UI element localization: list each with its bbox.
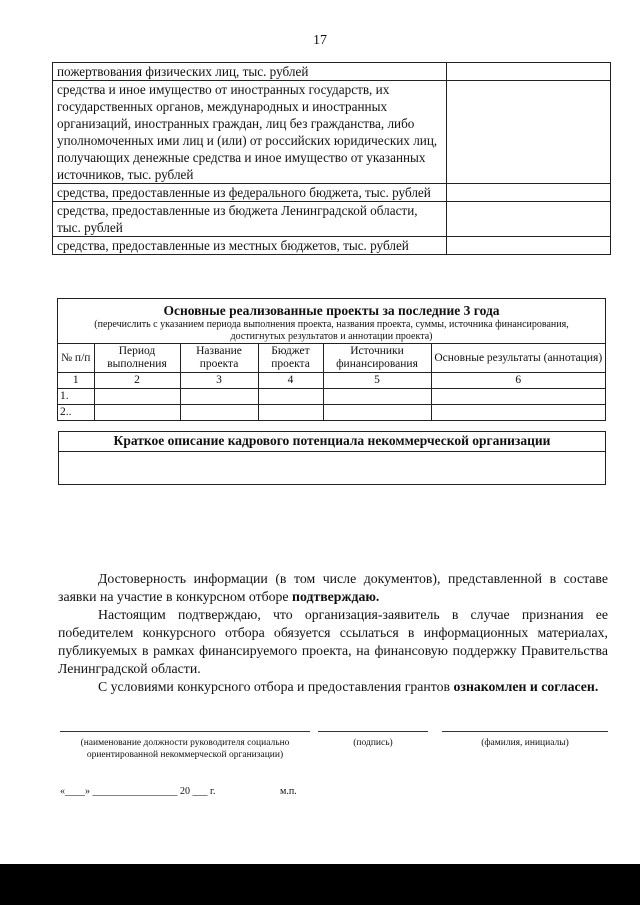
projects-subtitle: (перечислить с указанием периода выполнения проекта, названия проекта, суммы, источника финансирования, достигнутых результатов и аннотации проекта)	[94, 319, 569, 342]
table-row	[58, 389, 605, 405]
row-label: средства, предоставленные из федерального бюджета, тыс. рублей	[53, 184, 447, 202]
cell[interactable]	[431, 405, 605, 421]
staff-description-field[interactable]	[59, 452, 605, 484]
projects-table	[58, 343, 605, 420]
row-value-cell[interactable]	[447, 202, 611, 237]
cell[interactable]	[180, 389, 258, 405]
date-field[interactable]: «____» _________________ 20 ___ г.	[60, 786, 216, 797]
table-row	[53, 184, 611, 202]
cell[interactable]	[94, 405, 180, 421]
row-label: пожертвования физических лиц, тыс. рублей	[53, 63, 447, 81]
row-label: средства, предоставленные из местных бюджетов, тыс. рублей	[53, 237, 447, 255]
col-header: Бюджет проекта	[258, 344, 323, 373]
row-value-cell[interactable]	[447, 63, 611, 81]
cell[interactable]	[258, 405, 323, 421]
stamp-place: м.п.	[280, 786, 297, 797]
row-label: средства, предоставленные из бюджета Ленинградской области, тыс. рублей	[53, 202, 447, 237]
col-header: Основные результаты (аннотация)	[431, 344, 605, 373]
cell[interactable]	[258, 389, 323, 405]
table-row	[53, 237, 611, 255]
row-number: 2..	[58, 405, 94, 421]
col-number: 2	[94, 373, 180, 389]
confirm-bold: подтверждаю.	[292, 589, 380, 604]
cell[interactable]	[431, 389, 605, 405]
col-number: 1	[58, 373, 94, 389]
position-line[interactable]	[60, 731, 310, 732]
col-number: 6	[431, 373, 605, 389]
table-row	[53, 81, 611, 184]
col-header: Название проекта	[180, 344, 258, 373]
confirm-text: Достоверность информации (в том числе документов), представленной в составе заявки на участие в конкурсном отборе	[58, 571, 608, 604]
confirm-paragraph-1	[58, 570, 608, 606]
projects-section	[57, 298, 606, 421]
row-label: средства и иное имущество от иностранных государств, их государственных органов, международных и иностранных организаций, иностранных граждан, лиц без гражданства, либо уполномоченных ими лиц и (или) от российских юридических лиц, получающих денежные средства и иное имущество от указанных источников, тыс. рублей	[53, 81, 447, 184]
table-row	[58, 405, 605, 421]
row-value-cell[interactable]	[447, 184, 611, 202]
col-header: № п/п	[58, 344, 94, 373]
position-caption: (наименование должности руководителя социально ориентированной некоммерческой организации)	[80, 738, 290, 760]
staff-title: Краткое описание кадрового потенциала некоммерческой организации	[59, 432, 605, 452]
cell[interactable]	[180, 405, 258, 421]
confirm-paragraph-3	[58, 678, 608, 696]
projects-title: Основные реализованные проекты за последние 3 года	[163, 303, 500, 318]
col-number: 3	[180, 373, 258, 389]
row-value-cell[interactable]	[447, 81, 611, 184]
staff-section	[58, 431, 606, 485]
col-number: 5	[323, 373, 431, 389]
cell[interactable]	[94, 389, 180, 405]
name-caption: (фамилия, инициалы)	[481, 738, 569, 748]
table-header-row	[58, 344, 605, 373]
cell[interactable]	[323, 389, 431, 405]
table-row	[53, 202, 611, 237]
confirm-text: Настоящим подтверждаю, что организация-заявитель в случае признания ее победителем конкурсного отбора обязуется ссылаться в информационных материалах, публикуемых в рамках финансируемого проекта, на финансовую поддержку Правительства Ленинградской области.	[58, 607, 608, 676]
confirm-bold: ознакомлен и согласен.	[453, 679, 599, 694]
col-header: Период выполнения	[94, 344, 180, 373]
cell[interactable]	[323, 405, 431, 421]
scan-border	[0, 864, 640, 905]
row-number: 1.	[58, 389, 94, 405]
signature-line[interactable]	[318, 731, 428, 732]
column-number-row	[58, 373, 605, 389]
col-header: Источники финансирования	[323, 344, 431, 373]
name-line[interactable]	[442, 731, 608, 732]
confirm-paragraph-2	[58, 606, 608, 678]
row-value-cell[interactable]	[447, 237, 611, 255]
table-row	[53, 63, 611, 81]
finance-sources-table	[52, 62, 611, 255]
col-number: 4	[258, 373, 323, 389]
page-number: 17	[313, 33, 327, 48]
signature-caption: (подпись)	[353, 738, 393, 748]
confirm-text: С условиями конкурсного отбора и предоставления грантов	[98, 679, 454, 694]
